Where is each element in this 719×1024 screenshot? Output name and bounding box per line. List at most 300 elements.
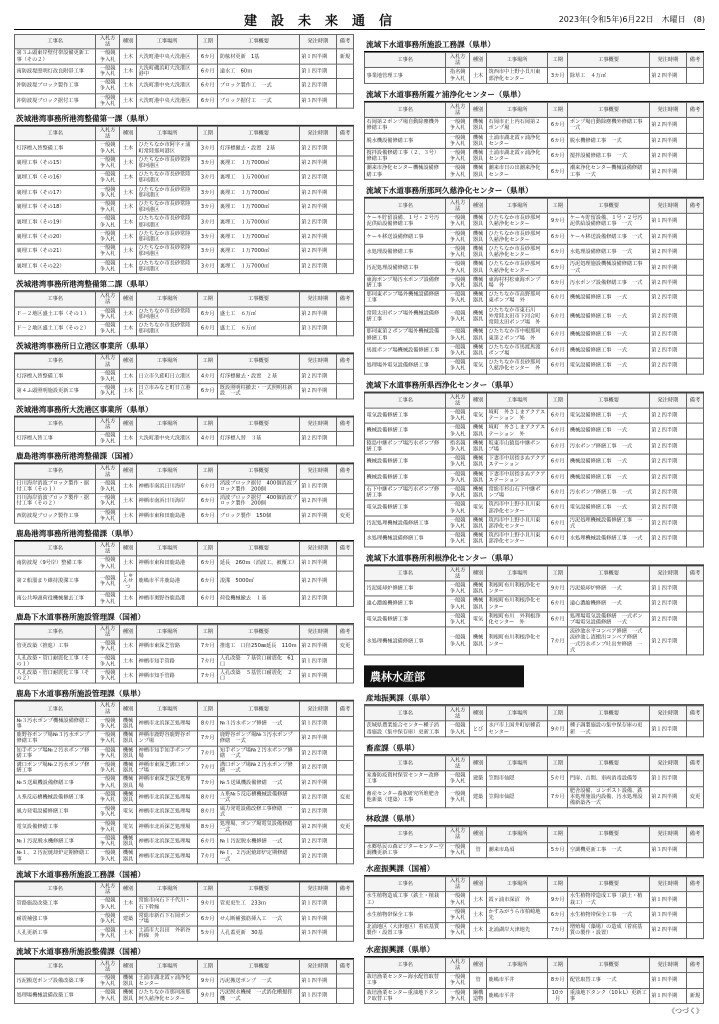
table-cell: 土木 — [120, 230, 137, 245]
table-cell: 裏埋工 １万7000㎥ — [218, 259, 299, 274]
table-cell: 一般競争入札 — [96, 200, 120, 215]
column-header: 入札方法 — [446, 102, 470, 117]
table-cell: 風力発電設備改修工事修繕 一式 — [218, 805, 299, 820]
table-cell: 第１四半期 — [299, 479, 336, 494]
table-cell: ケーキ移送設備修繕工事 一式 — [568, 229, 649, 244]
table-header-row — [365, 393, 704, 408]
table-cell: 一般競争入札 — [446, 343, 470, 358]
table-row — [15, 200, 354, 215]
table-cell: 灯浮標撤去・設置 ２基 — [218, 369, 299, 384]
column-header: 種別 — [120, 702, 137, 717]
table-row — [15, 64, 354, 79]
column-header: 発注時期 — [649, 566, 686, 581]
table-cell: 6カ月 — [548, 439, 568, 454]
column-header: 工期 — [198, 417, 218, 432]
table-row — [365, 581, 704, 596]
table-cell: 水生植物帯造成工事（鉄土・植栽工）一式 — [568, 892, 649, 907]
table-cell: 溝口ポンプ場№２汚水ポンプ修繕工事 — [15, 761, 96, 776]
table-cell: 汚泥焼却炉修繕 一式 — [568, 581, 649, 596]
table-cell: 神栖市北浜深芝処理場 — [137, 790, 198, 805]
table-row — [15, 761, 354, 776]
table-cell: 人孔蓋更新 30基 — [218, 926, 299, 941]
column-header: 備考 — [687, 393, 704, 408]
table-cell: №１、２汚泥焼却炉定期修繕 一式 — [218, 849, 299, 864]
table-header-row — [365, 52, 704, 67]
table-cell — [337, 556, 354, 571]
table-cell: 鹿嶋市平井 — [487, 973, 548, 988]
table-cell: 裏埋工 １万7000㎥ — [218, 185, 299, 200]
table-cell: 機械器具 — [470, 275, 487, 290]
table-cell: 土木 — [120, 93, 137, 108]
table-cell: 土木 — [120, 479, 137, 494]
table-cell — [337, 79, 354, 94]
table-cell: ケーキ貯留設備、１号・２号汚泥供給設備修繕工事 — [365, 214, 446, 229]
table-cell: 鹿野谷ポンプ場№３汚水ポンプ修繕工事 — [15, 731, 96, 746]
column-header: 工事名 — [365, 566, 446, 581]
column-header: 発注時期 — [649, 877, 686, 892]
table-cell: 管 — [470, 973, 487, 988]
table-cell — [337, 431, 354, 446]
table-cell: 一般競争入札 — [96, 185, 120, 200]
table-cell: 裏埋工 １万7000㎥ — [218, 156, 299, 171]
table-cell: 一般競争入札 — [96, 307, 120, 322]
table-cell: 汚泥処理機械設備修繕工事 一式 — [568, 516, 649, 531]
table-cell: 南防波堤（9号岸）整備工事 — [15, 556, 96, 571]
table-cell — [687, 923, 704, 938]
project-table — [364, 826, 704, 858]
table-cell: 土木 — [120, 556, 137, 571]
table-cell: 一般競争入札 — [96, 369, 120, 384]
column-header: 発注時期 — [299, 702, 336, 717]
table-cell: 一般競争入札 — [96, 259, 120, 274]
table-cell: 電気設備修繕工事 一式 — [568, 358, 649, 373]
table-cell: 一般競争入札 — [96, 49, 120, 64]
table-cell — [337, 200, 354, 215]
table-cell: ひたちなか市長砂那珂久慈浄化センター — [487, 244, 548, 259]
table-cell — [687, 581, 704, 596]
table-cell: 一般競争入札 — [446, 328, 470, 343]
column-header: 工事場所 — [137, 292, 198, 307]
table-cell: 神栖市知手管路 — [137, 669, 198, 684]
table-cell: かすみがうら市柏崎地先 — [487, 908, 548, 923]
table-cell: 第１四半期 — [299, 974, 336, 989]
table-cell — [687, 892, 704, 907]
table-cell: 6カ月 — [198, 911, 218, 926]
table-cell: 機械器具 — [470, 133, 487, 148]
table-cell: 機械器具 — [120, 974, 137, 989]
column-header: 発注時期 — [299, 354, 336, 369]
table-cell: 3カ月 — [198, 230, 218, 245]
table-row — [15, 509, 354, 524]
table-cell: 盛土工 ６万㎥ — [218, 307, 299, 322]
table-cell: 5カ月 — [198, 926, 218, 941]
table-cell: 第２四半期 — [649, 423, 686, 438]
column-header: 種別 — [120, 292, 137, 307]
table-cell: ひたちなか市長砂常陸那珂港区 — [137, 215, 198, 230]
table-cell: 第２四半期 — [299, 259, 336, 274]
table-cell: 神栖市南浜日川海岸 — [137, 494, 198, 509]
table-cell: 第２四半期 — [299, 384, 336, 399]
table-row — [365, 229, 704, 244]
table-row — [365, 358, 704, 373]
table-cell: 神栖市東深芝管路 — [137, 639, 198, 654]
table-cell: 第２四半期 — [649, 68, 686, 83]
column-header: 工事概要 — [218, 292, 299, 307]
table-cell: ケーキ貯留設備、１号・２号汚泥供給設備修繕工事 一式 — [568, 214, 649, 229]
table-header-row — [15, 292, 354, 307]
column-header: 種別 — [470, 706, 487, 721]
table-row — [15, 479, 354, 494]
table-cell — [337, 141, 354, 156]
table-cell: 機械設備修繕工事 — [365, 470, 446, 485]
table-cell: 第２四半期 — [649, 260, 686, 275]
table-cell: 6カ月 — [548, 133, 568, 148]
table-header-row — [365, 198, 704, 213]
table-cell: 6カ月 — [548, 164, 568, 179]
table-cell: 指名競争入札 — [446, 68, 470, 83]
table-cell: 神栖市鹿野谷鹿野谷ポンプ場 — [137, 731, 198, 746]
table-cell: 土浦市湖北霞ヶ浦浄化センター — [487, 133, 548, 148]
table-row — [365, 500, 704, 515]
table-row — [365, 470, 704, 485]
table-cell: 7カ月 — [198, 775, 218, 790]
table-cell: 一般競争入札 — [96, 215, 120, 230]
table-cell: 機械設備修繕工事 一式 — [568, 423, 649, 438]
table-cell: 一般競争入札 — [446, 842, 470, 857]
table-cell: 6カ月 — [548, 500, 568, 515]
table-cell: 7カ月 — [198, 669, 218, 684]
column-header: 工事概要 — [568, 756, 649, 771]
table-cell: 電気 — [470, 612, 487, 627]
table-cell — [337, 156, 354, 171]
column-header: 工事概要 — [218, 417, 299, 432]
table-header-row — [15, 464, 354, 479]
table-cell: 第２船溜まり維持浚渫工事 — [15, 571, 96, 592]
table-cell: 灯浮標撤去・設置 2基 — [218, 141, 299, 156]
column-header: 工期 — [198, 541, 218, 556]
table-row — [15, 215, 354, 230]
table-cell: 6カ月 — [548, 531, 568, 546]
table-cell: ひたちなか市馬渡馬渡ポンプ場 — [487, 343, 548, 358]
project-table — [364, 957, 704, 1004]
column-header: 入札方法 — [96, 354, 120, 369]
table-cell: 7カ月 — [198, 639, 218, 654]
newspaper-title: 建設未来通信 — [244, 14, 407, 29]
project-table — [14, 701, 354, 864]
table-cell: 9カ月 — [548, 581, 568, 596]
table-cell: 遠水工 60ｍ — [218, 64, 299, 79]
table-cell: 土木 — [120, 369, 137, 384]
table-cell: 一般競争入札 — [446, 306, 470, 328]
table-cell: 機械器具 — [470, 306, 487, 328]
table-cell: 一般競争入札 — [446, 500, 470, 515]
table-cell: 潮来市日の出潮来浄化センター — [487, 164, 548, 179]
column-header: 入札方法 — [96, 882, 120, 897]
table-row — [365, 343, 704, 358]
table-cell: 一般競争入札 — [96, 926, 120, 941]
column-header: 工期 — [548, 393, 568, 408]
table-cell: 7カ月 — [198, 746, 218, 761]
table-cell: 一般競争入札 — [96, 431, 120, 446]
table-cell: 変更 — [337, 790, 354, 805]
table-cell: 耐震補強工事 — [15, 911, 96, 926]
table-cell: 沖防波堤ブロック据付工事 — [15, 93, 96, 108]
table-cell: 消波ブロック据付 400個消波ブロック製作 200個 — [218, 479, 299, 494]
table-cell: 第２四半期 — [649, 343, 686, 358]
table-cell: 電気 — [120, 805, 137, 820]
column-header: 工事場所 — [137, 34, 198, 49]
table-cell: 6カ月 — [198, 479, 218, 494]
table-cell: 処理場、ポンプ場電気設備修繕 一式 — [219, 820, 298, 833]
table-cell: 荷役機械撤去 １基 — [218, 592, 299, 607]
column-header: 工事概要 — [218, 702, 299, 717]
table-cell: 6カ月 — [198, 307, 218, 322]
table-row — [365, 275, 704, 290]
table-cell: 大洗町港中央大洗港区 — [137, 431, 198, 446]
column-header: 工期 — [548, 52, 568, 67]
column-header: 工事名 — [365, 957, 446, 972]
table-cell: 一般競争入札 — [96, 230, 120, 245]
table-row — [365, 244, 704, 259]
table-cell: 土木 — [120, 307, 137, 322]
table-cell: 第１四半期 — [299, 911, 336, 926]
table-row — [15, 494, 354, 509]
table-cell: 6カ月 — [548, 244, 568, 259]
table-cell: 汚泥焼却炉修繕工事 — [365, 581, 446, 596]
table-cell: 一般競争入札 — [446, 908, 470, 923]
table-cell: 一般競争入札 — [446, 786, 470, 808]
column-header: 入札方法 — [446, 957, 470, 972]
table-cell: 大洗町磯浜町大洗港区港中 — [137, 64, 198, 79]
table-cell: ブロック据付工 一式 — [218, 93, 299, 108]
table-cell: 遠心濃縮機修繕工事 — [365, 596, 446, 611]
table-cell: 神栖市北浜深芝処理場 — [137, 716, 198, 731]
project-table — [364, 52, 704, 84]
table-cell: 水郷県民の森ビジターセンター空調機更新工事 — [365, 842, 446, 857]
table-row — [15, 171, 354, 186]
table-cell: 建築 — [470, 786, 487, 808]
column-header: 工事概要 — [568, 566, 649, 581]
section-heading: 流域下水道事務所霞ケ浦浄化センター（県単） — [364, 87, 704, 102]
column-header: 入札方法 — [446, 566, 470, 581]
table-cell: 9カ月 — [548, 892, 568, 907]
table-cell: 6カ月 — [198, 556, 218, 571]
table-cell: 機械器具 — [470, 343, 487, 358]
table-row — [15, 820, 354, 835]
section-heading: 鹿島下水道事務所施設管理課（国補） — [14, 610, 354, 624]
table-cell: 土木 — [120, 200, 137, 215]
table-cell: 大洗町港中央大洗港区 — [137, 93, 198, 108]
table-cell: 土木 — [120, 259, 137, 274]
table-row — [15, 141, 354, 156]
table-cell: 坂東市山猿島中継ポンプ場 — [487, 439, 548, 454]
table-cell: Ａ系№５反応槽機械設備修繕 一式 — [218, 790, 299, 805]
table-cell: せん断補強筋挿入工 一式 — [218, 911, 299, 926]
column-header: 工事名 — [15, 464, 96, 479]
table-cell — [337, 731, 354, 746]
table-cell: 第２四半期 — [649, 627, 686, 655]
table-cell: 筑西市中上野小貝川東部浄化センター — [487, 500, 548, 515]
table-cell: 第３四半期 — [299, 93, 336, 108]
column-header: 備考 — [687, 827, 704, 842]
table-cell: 灯浮標入替整備工事 — [15, 141, 96, 156]
column-header: 工事場所 — [137, 541, 198, 556]
table-cell: 一般競争入札 — [446, 358, 470, 373]
table-cell: ブロック製作工 一式 — [218, 79, 299, 94]
project-table — [14, 416, 354, 446]
column-header: 工期 — [198, 625, 218, 640]
table-cell: 機械器具 — [120, 790, 137, 805]
column-header: 工期 — [548, 877, 568, 892]
table-cell — [337, 926, 354, 941]
table-cell: 重油地下タンク（10ｋL）更新工事 — [568, 988, 649, 1003]
table-cell: 6カ月 — [548, 118, 568, 133]
column-header: 入札方法 — [96, 959, 120, 974]
table-cell: 一般競争入札 — [446, 627, 470, 655]
column-header: 工事場所 — [487, 756, 548, 771]
table-cell: 土木 — [120, 49, 137, 64]
table-cell — [337, 974, 354, 989]
section-heading: 水産振興課（国補） — [364, 861, 704, 876]
table-cell: 7カ月 — [198, 849, 218, 864]
table-cell: 土浦市湖北霞ヶ浦浄化センター — [137, 974, 198, 989]
right-column — [364, 34, 704, 1004]
column-header: 入札方法 — [96, 292, 120, 307]
table-cell: 神栖市東深芝溝口ポンプ場 — [137, 761, 198, 776]
table-cell: 第３四半期 — [299, 926, 336, 941]
table-cell: 流砂池水平コンベア修繕 一式流砂池し渣搬出コンベア修繕 一式汚水ポンプ吐出弁修繕 一式 — [568, 627, 649, 655]
column-header: 工期 — [198, 34, 218, 49]
table-cell: 第２四半期 — [299, 79, 336, 94]
column-header: 工期 — [548, 957, 568, 972]
table-cell: ひたちなか市長砂那珂久慈浄化センター — [487, 260, 548, 275]
table-cell: 那珂東第２ポンプ場外機械設備修繕工事 — [365, 328, 446, 343]
table-cell: 除草工 ４万㎡ — [568, 68, 649, 83]
table-cell: 6カ月 — [198, 93, 218, 108]
column-header: 工事概要 — [568, 52, 649, 67]
table-cell — [687, 408, 704, 423]
table-cell: 8カ月 — [198, 805, 218, 820]
table-cell: 変更 — [337, 509, 354, 524]
table-cell: 日川海岸消波ブロック製作・据付工事（その２） — [15, 494, 96, 509]
table-cell: 第２四半期 — [299, 849, 336, 864]
table-cell: 神栖市東和田鹿島港 — [137, 556, 198, 571]
table-header-row — [365, 706, 704, 721]
column-header: 工事場所 — [487, 566, 548, 581]
table-cell — [687, 164, 704, 179]
table-header-row — [15, 959, 354, 974]
table-cell: 筑西市中上野小貝川東部浄化センター — [487, 531, 548, 546]
table-cell: №３汚水ポンプ機械設備修繕工事 — [15, 716, 96, 731]
table-header-row — [365, 827, 704, 842]
column-header: 備考 — [687, 706, 704, 721]
table-row — [365, 786, 704, 808]
table-row — [15, 431, 354, 446]
table-cell: 土木 — [120, 669, 137, 684]
table-cell: 神栖市北浜深芝処理場 — [137, 820, 198, 835]
table-cell: 第４ふ頭照明施設更新工事 — [15, 384, 96, 399]
table-cell: 第１四半期 — [299, 654, 336, 669]
table-cell: 7カ月 — [548, 627, 568, 655]
table-cell: 土木 — [120, 321, 137, 336]
table-cell: 6カ月 — [198, 79, 218, 94]
table-cell: 機械器具 — [120, 731, 137, 746]
table-row — [15, 259, 354, 274]
table-cell: 機械器具 — [470, 118, 487, 133]
table-cell: 一般競争入札 — [446, 596, 470, 611]
section-heading: 林政課（県単） — [364, 811, 704, 826]
table-cell: 汚泥処理施設機械設備修繕工事 一式 — [569, 261, 648, 274]
table-cell: 第２四半期 — [299, 230, 336, 245]
table-cell: 電気設備修繕工事 — [365, 612, 446, 627]
table-cell: 3カ月 — [198, 141, 218, 156]
table-cell: 神栖市北浜深芝処理場 — [137, 849, 198, 864]
table-cell: 第２四半期 — [649, 306, 686, 328]
column-header: 種別 — [120, 34, 137, 49]
column-header: 入札方法 — [446, 706, 470, 721]
table-cell: 一般競争入札 — [446, 470, 470, 485]
table-cell: 潮来浄化センター機械設備修繕工事 一式 — [568, 164, 649, 179]
table-cell: 裏埋工事（その21） — [15, 244, 96, 259]
table-row — [365, 485, 704, 500]
table-cell — [687, 291, 704, 306]
table-cell — [687, 627, 704, 655]
table-row — [15, 805, 354, 820]
column-header: 工事名 — [15, 417, 96, 432]
table-cell: 第１四半期 — [299, 49, 336, 64]
column-header: 入札方法 — [446, 393, 470, 408]
table-cell: 6カ月 — [548, 291, 568, 306]
table-cell: 電気設備修繕工事 — [365, 500, 446, 515]
column-header: 発注時期 — [299, 541, 336, 556]
column-header: 工事名 — [365, 827, 446, 842]
table-cell: 水生植物造成工事（鉄土・植栽工） — [365, 892, 446, 907]
table-row — [365, 454, 704, 469]
column-header: 入札方法 — [446, 827, 470, 842]
section-heading: 産地振興課（県単） — [364, 690, 704, 705]
project-table — [364, 876, 704, 939]
table-cell: 既設照明柱撤去・一式照明柱新設 一式 — [218, 384, 299, 399]
table-cell: 土木 — [120, 156, 137, 171]
table-cell: 6カ月 — [548, 148, 568, 163]
column-header: 工事概要 — [218, 354, 299, 369]
table-row — [15, 384, 354, 399]
table-cell: 遠心濃縮機修繕 一式 — [568, 596, 649, 611]
table-row — [15, 369, 354, 384]
department-banner: 農林水産部 — [364, 665, 524, 687]
table-cell: 裏埋工 １万7000㎥ — [218, 230, 299, 245]
table-cell — [687, 214, 704, 229]
table-cell: 一般競争入札 — [96, 669, 120, 684]
table-cell: 6カ月 — [548, 408, 568, 423]
table-cell: 一般競争入札 — [96, 897, 120, 912]
table-cell: 電気設備修繕工事 一式 — [568, 408, 649, 423]
table-row — [365, 923, 704, 938]
table-cell — [687, 133, 704, 148]
table-cell: 土木 — [120, 64, 137, 79]
table-cell: 土木 — [120, 509, 137, 524]
table-cell: 一般競争入札 — [446, 408, 470, 423]
table-cell: 盛土工 ６万㎥ — [218, 321, 299, 336]
table-cell: 一般競争入札 — [96, 171, 120, 186]
column-header: 種別 — [470, 566, 487, 581]
table-cell: 利根町布川利根浄化センター — [487, 596, 548, 611]
column-header: 工事概要 — [568, 877, 649, 892]
table-cell: 土木 — [120, 185, 137, 200]
table-cell: 鹿野谷ポンプ場№３汚水ポンプ修繕 一式 — [218, 731, 299, 746]
table-cell — [337, 654, 354, 669]
table-cell: 一般競争入札 — [446, 923, 470, 938]
